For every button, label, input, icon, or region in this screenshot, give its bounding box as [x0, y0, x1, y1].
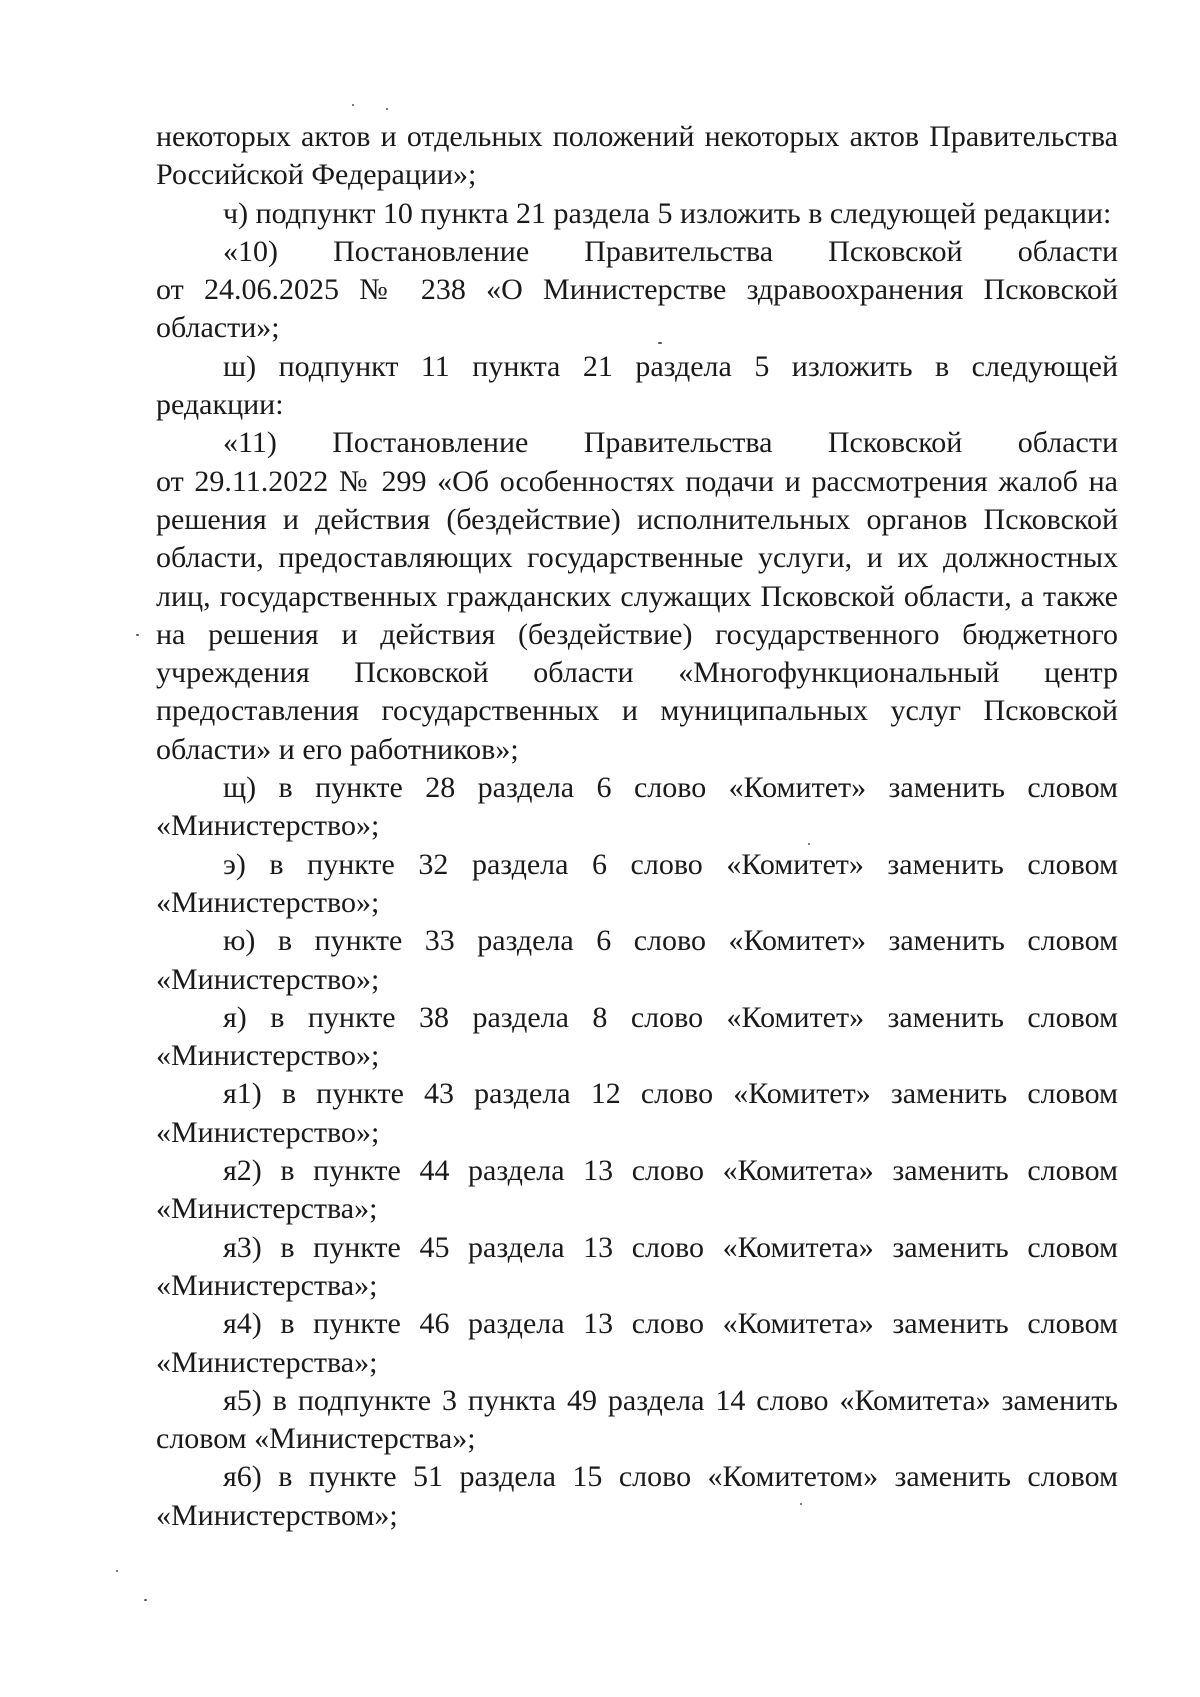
paragraph-continuation: некоторых актов и отдельных положений некоторых актов Правительства Российской Федерации»;: [156, 120, 1118, 192]
scan-speck: [808, 843, 810, 845]
paragraph-quote-11-body: от 29.11.2022 № 299 «Об особенностях подачи и рассмотрения жалоб на решения и действия (бездействие) исполнительных органов Псковской области, предоставляющих государственные услуги, и их должностных лиц, государственных гражданских служащих Псковской области, а также на решения и действия (бездействие) государственного бюджетного учреждения Псковской области «Многофункциональный центр предоставления государственных и муниципальных услуг Псковской области» и его работников»;: [156, 464, 1118, 766]
document-body: [156, 118, 1118, 1535]
paragraph-quote-11-lead: «11) Постановление Правительства Псковской области: [223, 426, 1118, 460]
scan-speck: [136, 634, 139, 636]
paragraph-item-shch: щ) в пункте 28 раздела 6 слово «Комитет» заменить словом «Министерство»;: [156, 771, 1118, 843]
scan-speck: [800, 1503, 802, 1505]
paragraph-quote-10-lead: «10) Постановление Правительства Псковской области: [223, 234, 1118, 268]
paragraph-item-ya: я) в пункте 38 раздела 8 слово «Комитет» заменить словом «Министерство»;: [156, 1000, 1118, 1073]
paragraph-item-ch: ч) подпункт 10 пункта 21 раздела 5 изложить в следующей редакции:: [223, 196, 1112, 230]
scan-speck: [144, 1599, 147, 1601]
scan-speck: [116, 1570, 118, 1572]
paragraph-item-yu: ю) в пункте 33 раздела 6 слово «Комитет» заменить словом «Министерство»;: [156, 924, 1118, 996]
paragraph-quote-10-body: от 24.06.2025 № 238 «О Министерстве здравоохранения Псковской области»;: [156, 273, 1118, 345]
paragraph-item-ya6: я6) в пункте 51 раздела 15 слово «Комитетом» заменить словом «Министерством»;: [156, 1460, 1118, 1532]
paragraph-item-sh: ш) подпункт 11 пункта 21 раздела 5 изложить в следующей редакции:: [156, 349, 1118, 422]
paragraph-item-ya5: я5) в подпункте 3 пункта 49 раздела 14 слово «Комитета» заменить словом «Министерства»;: [156, 1383, 1118, 1456]
paragraph-item-e: э) в пункте 32 раздела 6 слово «Комитет» заменить словом «Министерство»;: [156, 847, 1118, 919]
paragraph-item-ya1: я1) в пункте 43 раздела 12 слово «Комитет» заменить словом «Министерство»;: [156, 1077, 1118, 1149]
scan-speck: [658, 342, 662, 344]
paragraph-item-ya3: я3) в пункте 45 раздела 13 слово «Комитета» заменить словом «Министерства»;: [156, 1230, 1118, 1302]
paragraph-item-ya4: я4) в пункте 46 раздела 13 слово «Комитета» заменить словом «Министерства»;: [156, 1307, 1118, 1379]
scan-speck: [386, 108, 388, 110]
scan-speck: [352, 104, 354, 106]
paragraph-item-ya2: я2) в пункте 44 раздела 13 слово «Комитета» заменить словом «Министерства»;: [156, 1154, 1118, 1226]
